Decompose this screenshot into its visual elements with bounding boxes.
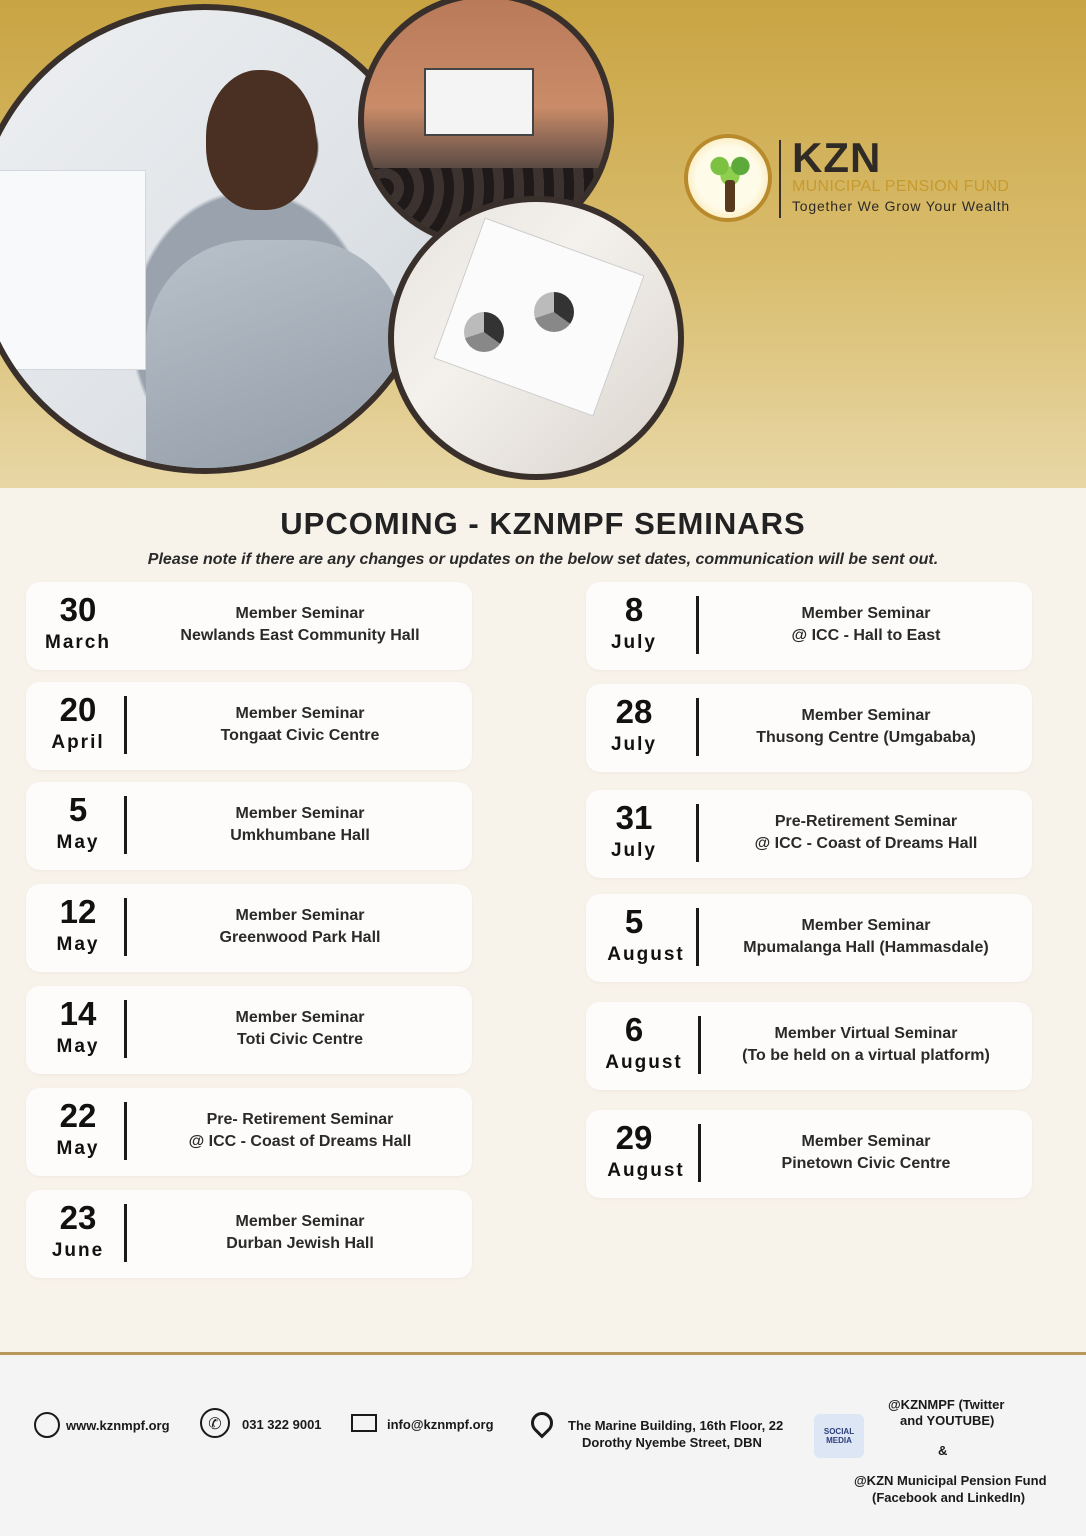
event-day: 22 [59,1097,97,1134]
footer-divider [0,1352,1086,1355]
event-month: April [51,732,105,753]
email-link[interactable]: info@kznmpf.org [387,1417,494,1432]
event-venue: Umkhumbane Hall [230,827,370,844]
divider-bar [124,1000,127,1058]
speaker-body [146,240,406,474]
divider-bar [124,1204,127,1262]
event-card [26,1088,472,1176]
social-twitter: @KZNMPF (Twitter [888,1397,1005,1412]
speaker-head [206,70,316,210]
event-day: 31 [615,799,653,836]
divider-bar [698,1016,701,1074]
event-title: Member Virtual Seminar [774,1025,958,1042]
divider-bar [696,596,699,654]
event-title: Member Seminar [235,605,365,622]
social-ampersand: & [938,1443,948,1458]
logo-tagline: Together We Grow Your Wealth [792,198,1010,214]
event-venue: Durban Jewish Hall [226,1235,374,1252]
event-card [586,790,1032,878]
event-title: Member Seminar [801,707,931,724]
event-card [26,682,472,770]
kzn-logo [684,134,1044,226]
address-line-2: Dorothy Nyembe Street, DBN [582,1435,762,1450]
event-card [586,1110,1032,1198]
event-venue: Greenwood Park Hall [219,929,381,946]
whiteboard [0,170,146,370]
event-month: May [56,832,100,853]
phone-icon: ✆ [200,1408,230,1438]
event-card [26,582,472,670]
event-card [586,1002,1032,1090]
divider-bar [696,908,699,966]
social-facebook: @KZN Municipal Pension Fund [854,1473,1047,1488]
event-month: July [610,632,658,653]
event-title: Pre- Retirement Seminar [206,1111,394,1128]
notice-text: Please note if there are any changes or updates on the below set dates, communication will be sent out. [147,551,939,568]
pie-chart-graphic [464,312,504,352]
event-card [26,884,472,972]
documents-photo [388,196,684,480]
event-title: Member Seminar [235,805,365,822]
event-venue: @ ICC - Coast of Dreams Hall [754,835,978,852]
website-link[interactable]: www.kznmpf.org [66,1418,170,1433]
event-month: August [607,944,685,965]
event-day: 12 [59,893,97,930]
event-day: 23 [59,1199,97,1236]
event-month: May [56,934,100,955]
event-month: August [607,1160,685,1181]
globe-icon [34,1412,60,1438]
projector-screen [424,68,534,136]
event-month: March [45,632,111,653]
event-venue: Toti Civic Centre [237,1031,363,1048]
event-day: 5 [624,903,644,940]
social-linkedin: (Facebook and LinkedIn) [872,1490,1026,1505]
event-month: July [610,840,658,861]
tree-logo-icon [684,134,772,222]
event-month: May [56,1036,100,1057]
event-card [26,986,472,1074]
envelope-icon [351,1414,377,1432]
hero-banner [0,0,1086,488]
event-title: Pre-Retirement Seminar [774,813,958,830]
divider-bar [124,796,127,854]
event-title: Member Seminar [235,1009,365,1026]
divider-bar [124,898,127,956]
footer [0,1356,1086,1536]
address-line-1: The Marine Building, 16th Floor, 22 [568,1418,784,1433]
event-venue: Newlands East Community Hall [180,627,420,644]
divider-bar [696,804,699,862]
event-title: Member Seminar [801,1133,931,1150]
divider-bar [124,696,127,754]
event-day: 29 [615,1119,653,1156]
divider-bar [698,1124,701,1182]
social-media-icon: SOCIAL MEDIA [814,1414,864,1458]
event-card [26,782,472,870]
page-title: UPCOMING - KZNMPF SEMINARS [280,506,806,541]
event-venue: Mpumalanga Hall (Hammasdale) [743,939,989,956]
event-day: 28 [615,693,653,730]
event-title: Member Seminar [235,907,365,924]
phone-number: 031 322 9001 [242,1417,322,1432]
event-card [586,894,1032,982]
event-title: Member Seminar [235,1213,365,1230]
event-card [26,1190,472,1278]
event-day: 30 [59,591,97,628]
logo-divider [779,140,781,218]
event-venue: @ ICC - Hall to East [791,627,941,644]
divider-bar [696,698,699,756]
social-youtube: and YOUTUBE) [900,1413,995,1428]
logo-subtitle: MUNICIPAL PENSION FUND [792,178,1010,195]
event-card [586,582,1032,670]
event-day: 14 [59,995,97,1032]
event-card [586,684,1032,772]
event-month: August [605,1052,683,1073]
event-day: 8 [624,591,644,628]
event-venue: Pinetown Civic Centre [781,1155,951,1172]
event-venue: @ ICC - Coast of Dreams Hall [188,1133,412,1150]
tree-trunk [725,180,735,212]
divider-bar [124,1102,127,1160]
event-venue: Thusong Centre (Umgababa) [756,729,976,746]
location-pin-icon [526,1407,557,1438]
event-month: July [610,734,658,755]
event-venue: Tongaat Civic Centre [220,727,380,744]
event-day: 20 [59,691,97,728]
event-title: Member Seminar [235,705,365,722]
logo-title: KZN [792,134,882,181]
event-title: Member Seminar [801,605,931,622]
event-month: May [56,1138,100,1159]
event-day: 6 [624,1011,644,1048]
event-venue: (To be held on a virtual platform) [742,1047,990,1064]
event-day: 5 [68,791,88,828]
event-month: June [51,1240,105,1261]
event-title: Member Seminar [801,917,931,934]
pie-chart-graphic [534,292,574,332]
